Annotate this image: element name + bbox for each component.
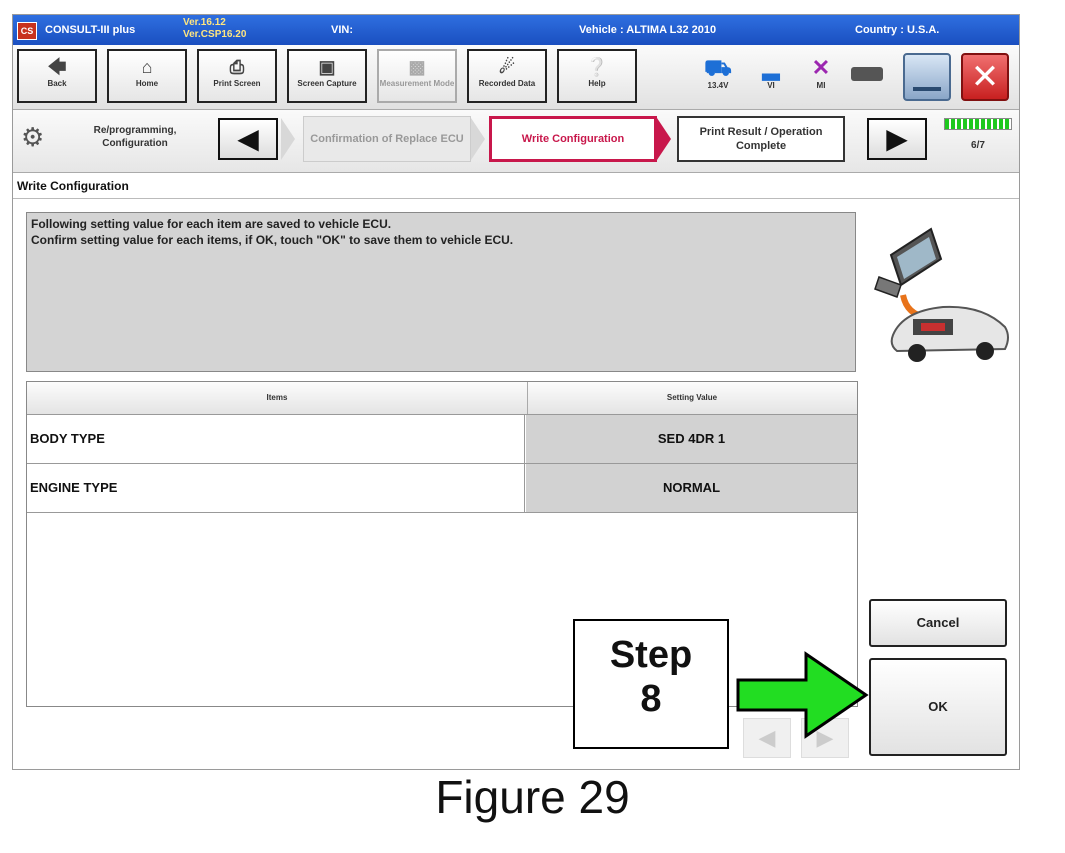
chevron-icon [281, 118, 295, 160]
version-1: Ver.16.12 [183, 17, 226, 28]
right-triangle-icon: ▶ [886, 123, 908, 154]
laptop-to-car-illustration [873, 215, 1013, 375]
next-step-button[interactable] [867, 118, 927, 160]
progress-bar [944, 118, 1012, 130]
cancel-button[interactable]: Cancel [869, 599, 1007, 647]
chevron-icon [471, 118, 485, 160]
vin-label: VIN: [331, 24, 353, 36]
car-icon [892, 307, 1008, 362]
home-button[interactable] [107, 49, 187, 103]
close-button[interactable] [961, 53, 1009, 101]
minimize-icon [913, 87, 941, 91]
recorded-data-icon: ☄ [498, 57, 516, 77]
back-button[interactable] [17, 49, 97, 103]
instruction-message [26, 212, 856, 372]
step-write-configuration: Write Configuration [489, 116, 657, 162]
mi-status [801, 55, 841, 90]
home-label: Home [135, 79, 159, 88]
table-row[interactable] [27, 464, 857, 513]
value-cell: SED 4DR 1 [526, 415, 857, 463]
item-cell: BODY TYPE [27, 415, 525, 463]
measurement-mode-label: Measurement Mode [379, 79, 455, 88]
table-row[interactable] [27, 415, 857, 464]
message-line-1: Following setting value for each item are saved to vehicle ECU. [31, 217, 392, 231]
minimize-button[interactable] [903, 53, 951, 101]
callout-line-1: Step [609, 634, 693, 676]
vi-label: VI [767, 81, 775, 90]
left-triangle-icon: ◀ [237, 123, 259, 154]
recorded-data-label: Recorded Data [478, 79, 536, 88]
screen-capture-button[interactable] [287, 49, 367, 103]
right-triangle-icon: ▶ [816, 725, 834, 750]
home-icon: ⌂ [141, 57, 153, 77]
divider [13, 198, 1019, 199]
figure-caption: Figure 29 [435, 771, 630, 823]
reprogramming-tool-icon: ⚙ [21, 122, 45, 152]
version-2: Ver.CSP16.20 [183, 29, 247, 40]
recorded-data-button[interactable] [467, 49, 547, 103]
disconnected-x-icon: ✕ [811, 55, 831, 80]
consult-logo-icon: CS [17, 22, 37, 40]
printer-icon: ⎙ [229, 57, 245, 77]
measurement-icon: ▩ [408, 57, 426, 77]
car-icon: ⛟ [704, 55, 732, 80]
previous-step-button[interactable] [218, 118, 278, 160]
print-screen-button[interactable] [197, 49, 277, 103]
item-cell: ENGINE TYPE [27, 464, 525, 512]
column-header-items: Items [27, 382, 528, 414]
left-triangle-icon: ◀ [758, 725, 776, 750]
value-cell: NORMAL [526, 464, 857, 512]
column-header-setting-value: Setting Value [666, 393, 718, 402]
help-button[interactable] [557, 49, 637, 103]
signal-icon: ▂ [762, 55, 780, 80]
mode-label: Re/programming, Configuration [93, 125, 177, 149]
step-callout [573, 619, 729, 749]
progress-indicator [943, 118, 1013, 162]
mi-label: MI [816, 81, 826, 90]
camera-icon: ▣ [318, 57, 336, 77]
step-navigation-bar [13, 110, 1019, 173]
country-info: Country : U.S.A. [855, 24, 940, 36]
toolbar [13, 45, 1019, 110]
battery-voltage: 13.4V [707, 81, 729, 90]
help-icon: ❔ [585, 57, 609, 77]
battery-status [693, 55, 743, 90]
app-name: CONSULT-III plus [45, 24, 136, 36]
step-print-result: Print Result / Operation Complete [677, 116, 845, 162]
screen-capture-label: Screen Capture [297, 79, 357, 88]
callout-line-2: 8 [640, 678, 662, 720]
measurement-mode-button[interactable] [377, 49, 457, 103]
progress-text: 6/7 [971, 140, 985, 151]
chevron-icon [657, 118, 671, 160]
help-label: Help [588, 79, 606, 88]
back-label: Back [47, 79, 67, 88]
green-arrow-icon [736, 650, 870, 740]
battery-icon [851, 67, 883, 81]
ok-button[interactable]: OK [869, 658, 1007, 756]
table-header [27, 382, 857, 415]
step-confirmation-replace-ecu: Confirmation of Replace ECU [303, 116, 471, 162]
laptop-icon [875, 229, 941, 297]
title-bar [13, 15, 1019, 45]
close-icon: ✕ [970, 58, 1000, 96]
back-arrow-icon: 🡄 [47, 57, 67, 77]
vehicle-info: Vehicle : ALTIMA L32 2010 [579, 24, 717, 36]
message-line-2: Confirm setting value for each items, if OK, touch "OK" to save them to vehicle ECU. [31, 233, 514, 247]
print-screen-label: Print Screen [213, 79, 261, 88]
version-info [183, 17, 246, 41]
configuration-table [26, 381, 858, 707]
vi-status [751, 55, 791, 90]
section-title: Write Configuration [17, 179, 129, 193]
